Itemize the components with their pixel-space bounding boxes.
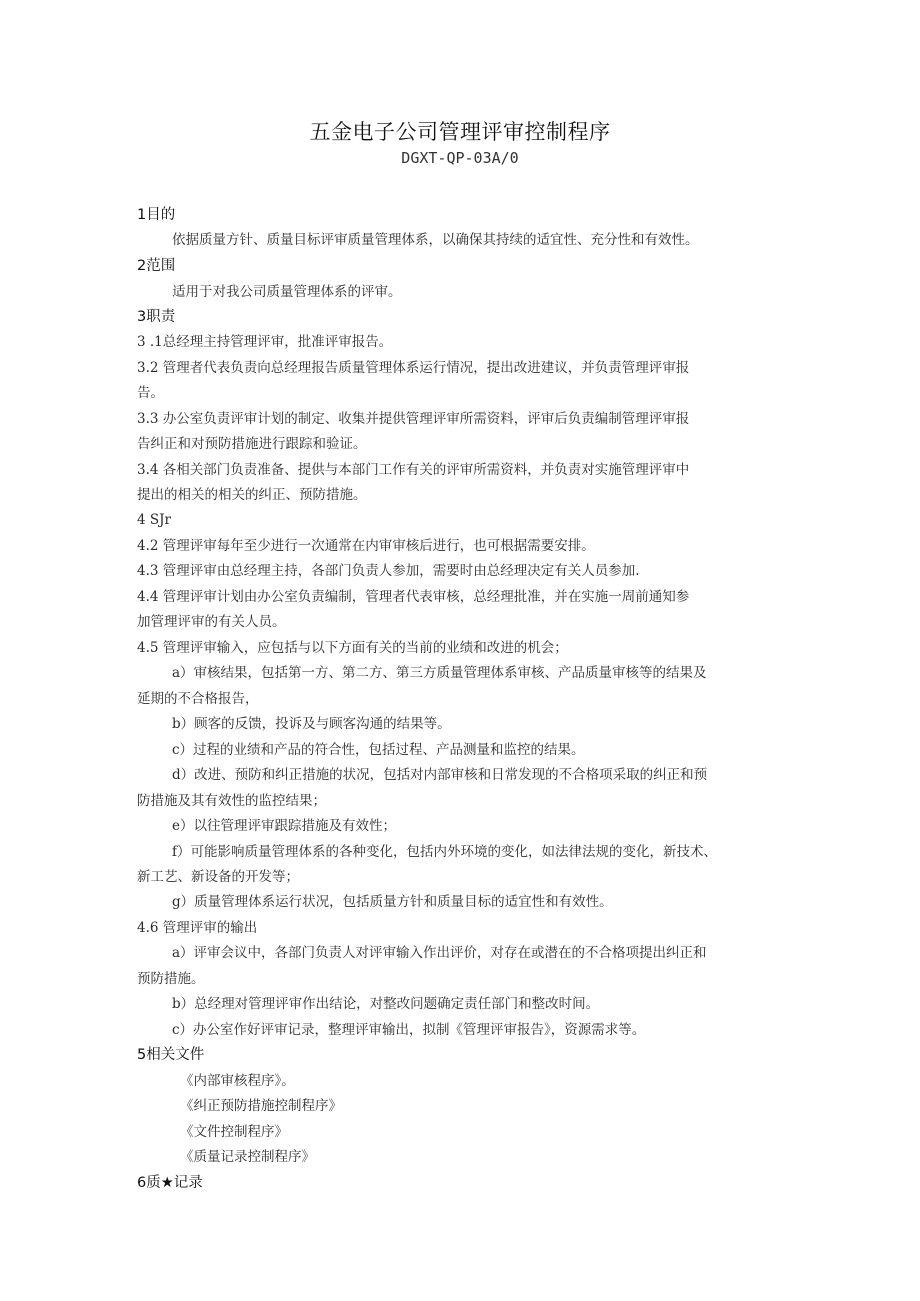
item-4-6-a-line-1: a）评审会议中，各部门负责人对评审输入作出评价，对存在或潜在的不合格项提出纠正和	[172, 945, 707, 961]
item-4-6: 4.6 管理评审的输出	[137, 920, 258, 936]
item-3-4-line-1: 3.4 各相关部门负责准备、提供与本部门工作有关的评审所需资料，并负责对实施管理评审中	[137, 462, 690, 478]
document-title: 五金电子公司管理评审控制程序	[309, 120, 611, 144]
item-4-5: 4.5 管理评审输入，应包括与以下方面有关的当前的业绩和改进的机会；	[137, 640, 568, 656]
item-4-6-a-line-2: 预防措施。	[137, 971, 205, 987]
related-doc-3: 《文件控制程序》	[180, 1124, 288, 1140]
section-1-heading: 1目的	[137, 207, 176, 223]
item-4-5-b: b）顾客的反馈，投诉及与顾客沟通的结果等。	[172, 716, 451, 732]
document-code: DGXT-QP-03A/0	[401, 149, 519, 167]
item-4-5-d-line-1: d）改进、预防和纠正措施的状况，包括对内部审核和日常发现的不合格项采取的纠正和预	[172, 767, 708, 783]
item-3-3-line-1: 3.3 办公室负责评审计划的制定、收集并提供管理评审所需资料，评审后负责编制管理评审报	[137, 411, 690, 427]
item-3-4-line-2: 提出的相关的相关的纠正、预防措施。	[137, 487, 367, 503]
section-2-heading: 2范围	[137, 258, 176, 274]
item-4-5-g: g）质量管理体系运行状况，包括质量方针和质量目标的适宜性和有效性。	[172, 894, 613, 910]
item-4-5-e: e）以往管理评审跟踪措施及有效性；	[172, 818, 396, 834]
item-4-4-line-1: 4.4 管理评审计划由办公室负责编制，管理者代表审核，总经理批准，并在实施一周前通知参	[137, 589, 690, 605]
related-doc-4: 《质量记录控制程序》	[180, 1149, 315, 1165]
item-3-2-line-1: 3.2 管理者代表负责向总经理报告质量管理体系运行情况，提出改进建议，并负责管理评审报	[137, 360, 690, 376]
section-2-text: 适用于对我公司质量管理体系的评审。	[172, 284, 402, 300]
related-doc-1: 《内部审核程序》。	[180, 1073, 295, 1089]
item-4-3: 4.3 管理评审由总经理主持，各部门负责人参加，需要时由总经理决定有关人员参加.	[137, 563, 640, 579]
item-4-5-f-line-2: 新工艺、新设备的开发等；	[137, 869, 299, 885]
item-4-6-b: b）总经理对管理评审作出结论，对整改问题确定责任部门和整改时间。	[172, 996, 600, 1012]
item-3-3-line-2: 告纠正和对预防措施进行跟踪和验证。	[137, 436, 367, 452]
section-1-text: 依据质量方针、质量目标评审质量管理体系，以确保其持续的适宜性、充分性和有效性。	[172, 232, 699, 248]
section-3-heading: 3职责	[137, 309, 176, 325]
item-4-5-c: c）过程的业绩和产品的符合性，包括过程、产品测量和监控的结果。	[172, 742, 585, 758]
item-4-5-d-line-2: 防措施及其有效性的监控结果；	[137, 793, 326, 809]
section-6-heading: 6质★记录	[137, 1175, 203, 1191]
item-4-2: 4.2 管理评审每年至少进行一次通常在内审审核后进行，也可根据需要安排。	[137, 538, 595, 554]
section-4-heading: 4 SJr	[137, 512, 171, 528]
item-4-4-line-2: 加管理评审的有关人员。	[137, 614, 286, 630]
item-4-5-f-line-1: f）可能影响质量管理体系的各种变化，包括内外环境的变化，如法律法规的变化，新技术、	[172, 844, 717, 860]
item-4-5-a-line-1: a）审核结果，包括第一方、第二方、第三方质量管理体系审核、产品质量审核等的结果及	[172, 665, 707, 681]
related-doc-2: 《纠正预防措施控制程序》	[180, 1098, 342, 1114]
section-5-heading: 5相关文件	[137, 1047, 205, 1063]
item-3-1: 3 .1总经理主持管理评审，批准评审报告。	[137, 334, 393, 350]
item-4-5-a-line-2: 延期的不合格报告，	[137, 691, 259, 707]
item-3-2-line-2: 告。	[137, 385, 164, 401]
item-4-6-c: c）办公室作好评审记录，整理评审输出，拟制《管理评审报告》，资源需求等。	[172, 1022, 646, 1038]
